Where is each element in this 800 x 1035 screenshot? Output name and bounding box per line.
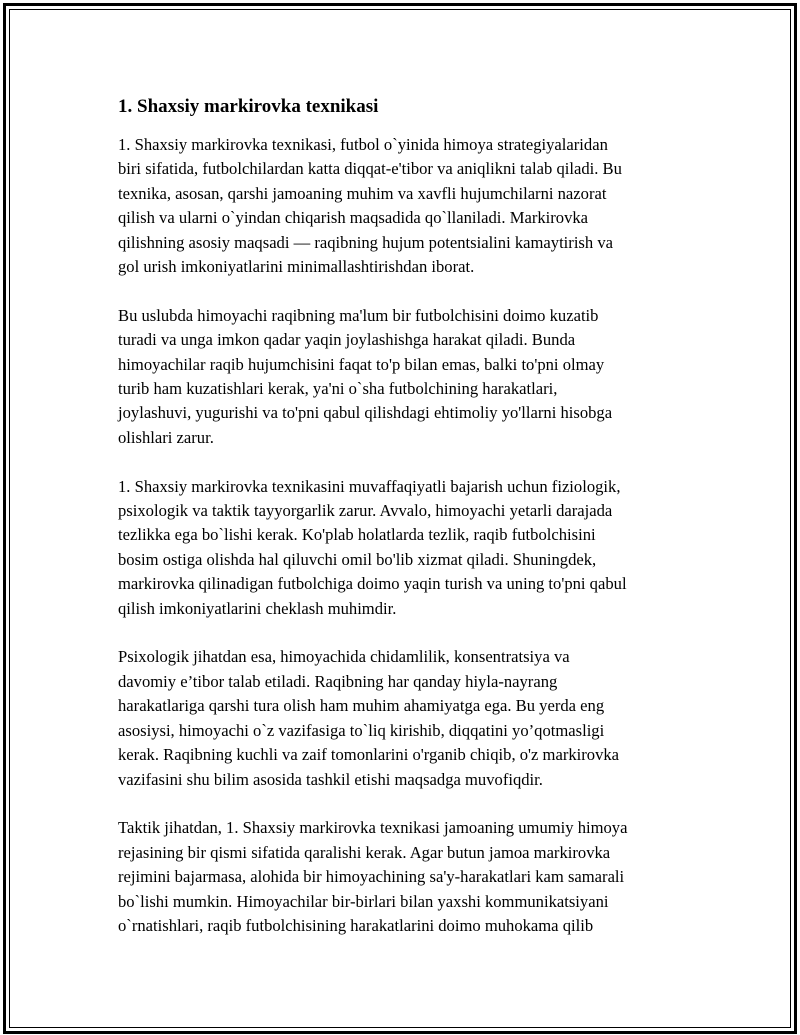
paragraph-line: davomiy e’tibor talab etiladi. Raqibning har qanday hiyla-nayrang	[118, 671, 558, 691]
paragraph	[118, 816, 688, 938]
paragraph-line: qilishning asosiy maqsadi — raqibning hujum potentsialini kamaytirish va	[118, 232, 613, 252]
paragraph-line: olishlari zarur.	[118, 427, 214, 447]
paragraph-list	[118, 133, 688, 938]
paragraph-line: texnika, asosan, qarshi jamoaning muhim va xavfli hujumchilarni nazorat	[118, 183, 607, 203]
paragraph-line: Bu uslubda himoyachi raqibning ma'lum bir futbolchisini doimo kuzatib	[118, 305, 599, 325]
paragraph-line: 1. Shaxsiy markirovka texnikasini muvaffaqiyatli bajarish uchun fiziologik,	[118, 476, 621, 496]
paragraph-line: biri sifatida, futbolchilardan katta diqqat-e'tibor va aniqlikni talab qiladi. Bu	[118, 159, 622, 179]
paragraph-line: psixologik va taktik tayyorgarlik zarur. Avvalo, himoyachi yetarli darajada	[118, 501, 613, 521]
paragraph-line: vazifasini shu bilim asosida tashkil etishi maqsadga muvofiqdir.	[118, 769, 543, 789]
paragraph-line: markirovka qilinadigan futbolchiga doimo yaqin turish va uning to'pni qabul	[118, 574, 627, 594]
paragraph-line: turadi va unga imkon qadar yaqin joylashishga harakat qiladi. Bunda	[118, 330, 576, 350]
paragraph-line: kerak. Raqibning kuchli va zaif tomonlarini o'rganib chiqib, o'z markirovka	[118, 745, 620, 765]
paragraph-line: o`rnatishlari, raqib futbolchisining harakatlarini doimo muhokama qilib	[118, 915, 594, 935]
paragraph-line: gol urish imkoniyatlarini minimallashtirishdan iborat.	[118, 257, 475, 277]
paragraph-line: joylashuvi, yugurishi va to'pni qabul qilishdagi ehtimoliy yo'llarni hisobga	[118, 403, 613, 423]
section-heading: 1. Shaxsiy markirovka texnikasi	[118, 96, 379, 117]
paragraph-line: Taktik jihatdan, 1. Shaxsiy markirovka texnikasi jamoaning umumiy himoya	[118, 818, 628, 838]
paragraph-line: tezlikka ega bo`lishi kerak. Ko'plab holatlarda tezlik, raqib futbolchisini	[118, 525, 596, 545]
paragraph-line: qilish imkoniyatlarini cheklash muhimdir.	[118, 598, 397, 618]
paragraph	[118, 304, 688, 450]
paragraph-line: 1. Shaxsiy markirovka texnikasi, futbol o`yinida himoya strategiyalaridan	[118, 135, 608, 154]
paragraph-line: turib ham kuzatishlari kerak, ya'ni o`sha futbolchining harakatlari,	[118, 379, 558, 399]
paragraph-line: rejasining bir qismi sifatida qaralishi kerak. Agar butun jamoa markirovka	[118, 842, 611, 862]
paragraph-line: asosiysi, himoyachi o`z vazifasiga to`liq kirishib, diqqatini yo’qotmasligi	[118, 720, 605, 740]
paragraph-line: harakatlariga qarshi tura olish ham muhim ahamiyatga ega. Bu yerda eng	[118, 696, 605, 716]
paragraph-line: bo`lishi mumkin. Himoyachilar bir-birlari bilan yaxshi kommunikatsiyani	[118, 891, 609, 911]
paragraph-line: Psixologik jihatdan esa, himoyachida chidamlilik, konsentratsiya va	[118, 647, 570, 667]
paragraph-line: himoyachilar raqib hujumchisini faqat to'p bilan emas, balki to'pni olmay	[118, 354, 605, 374]
paragraph-line: qilish va ularni o`yindan chiqarish maqsadida qo`llaniladi. Markirovka	[118, 208, 589, 228]
paragraph	[118, 133, 688, 279]
paragraph	[118, 475, 688, 621]
paragraph-line: bosim ostiga olishda hal qiluvchi omil bo'lib xizmat qiladi. Shuningdek,	[118, 549, 597, 569]
paragraph-line: rejimini bajarmasa, alohida bir himoyachining sa'y-harakatlari kam samarali	[118, 867, 625, 887]
document-body	[118, 95, 688, 963]
paragraph	[118, 645, 688, 791]
